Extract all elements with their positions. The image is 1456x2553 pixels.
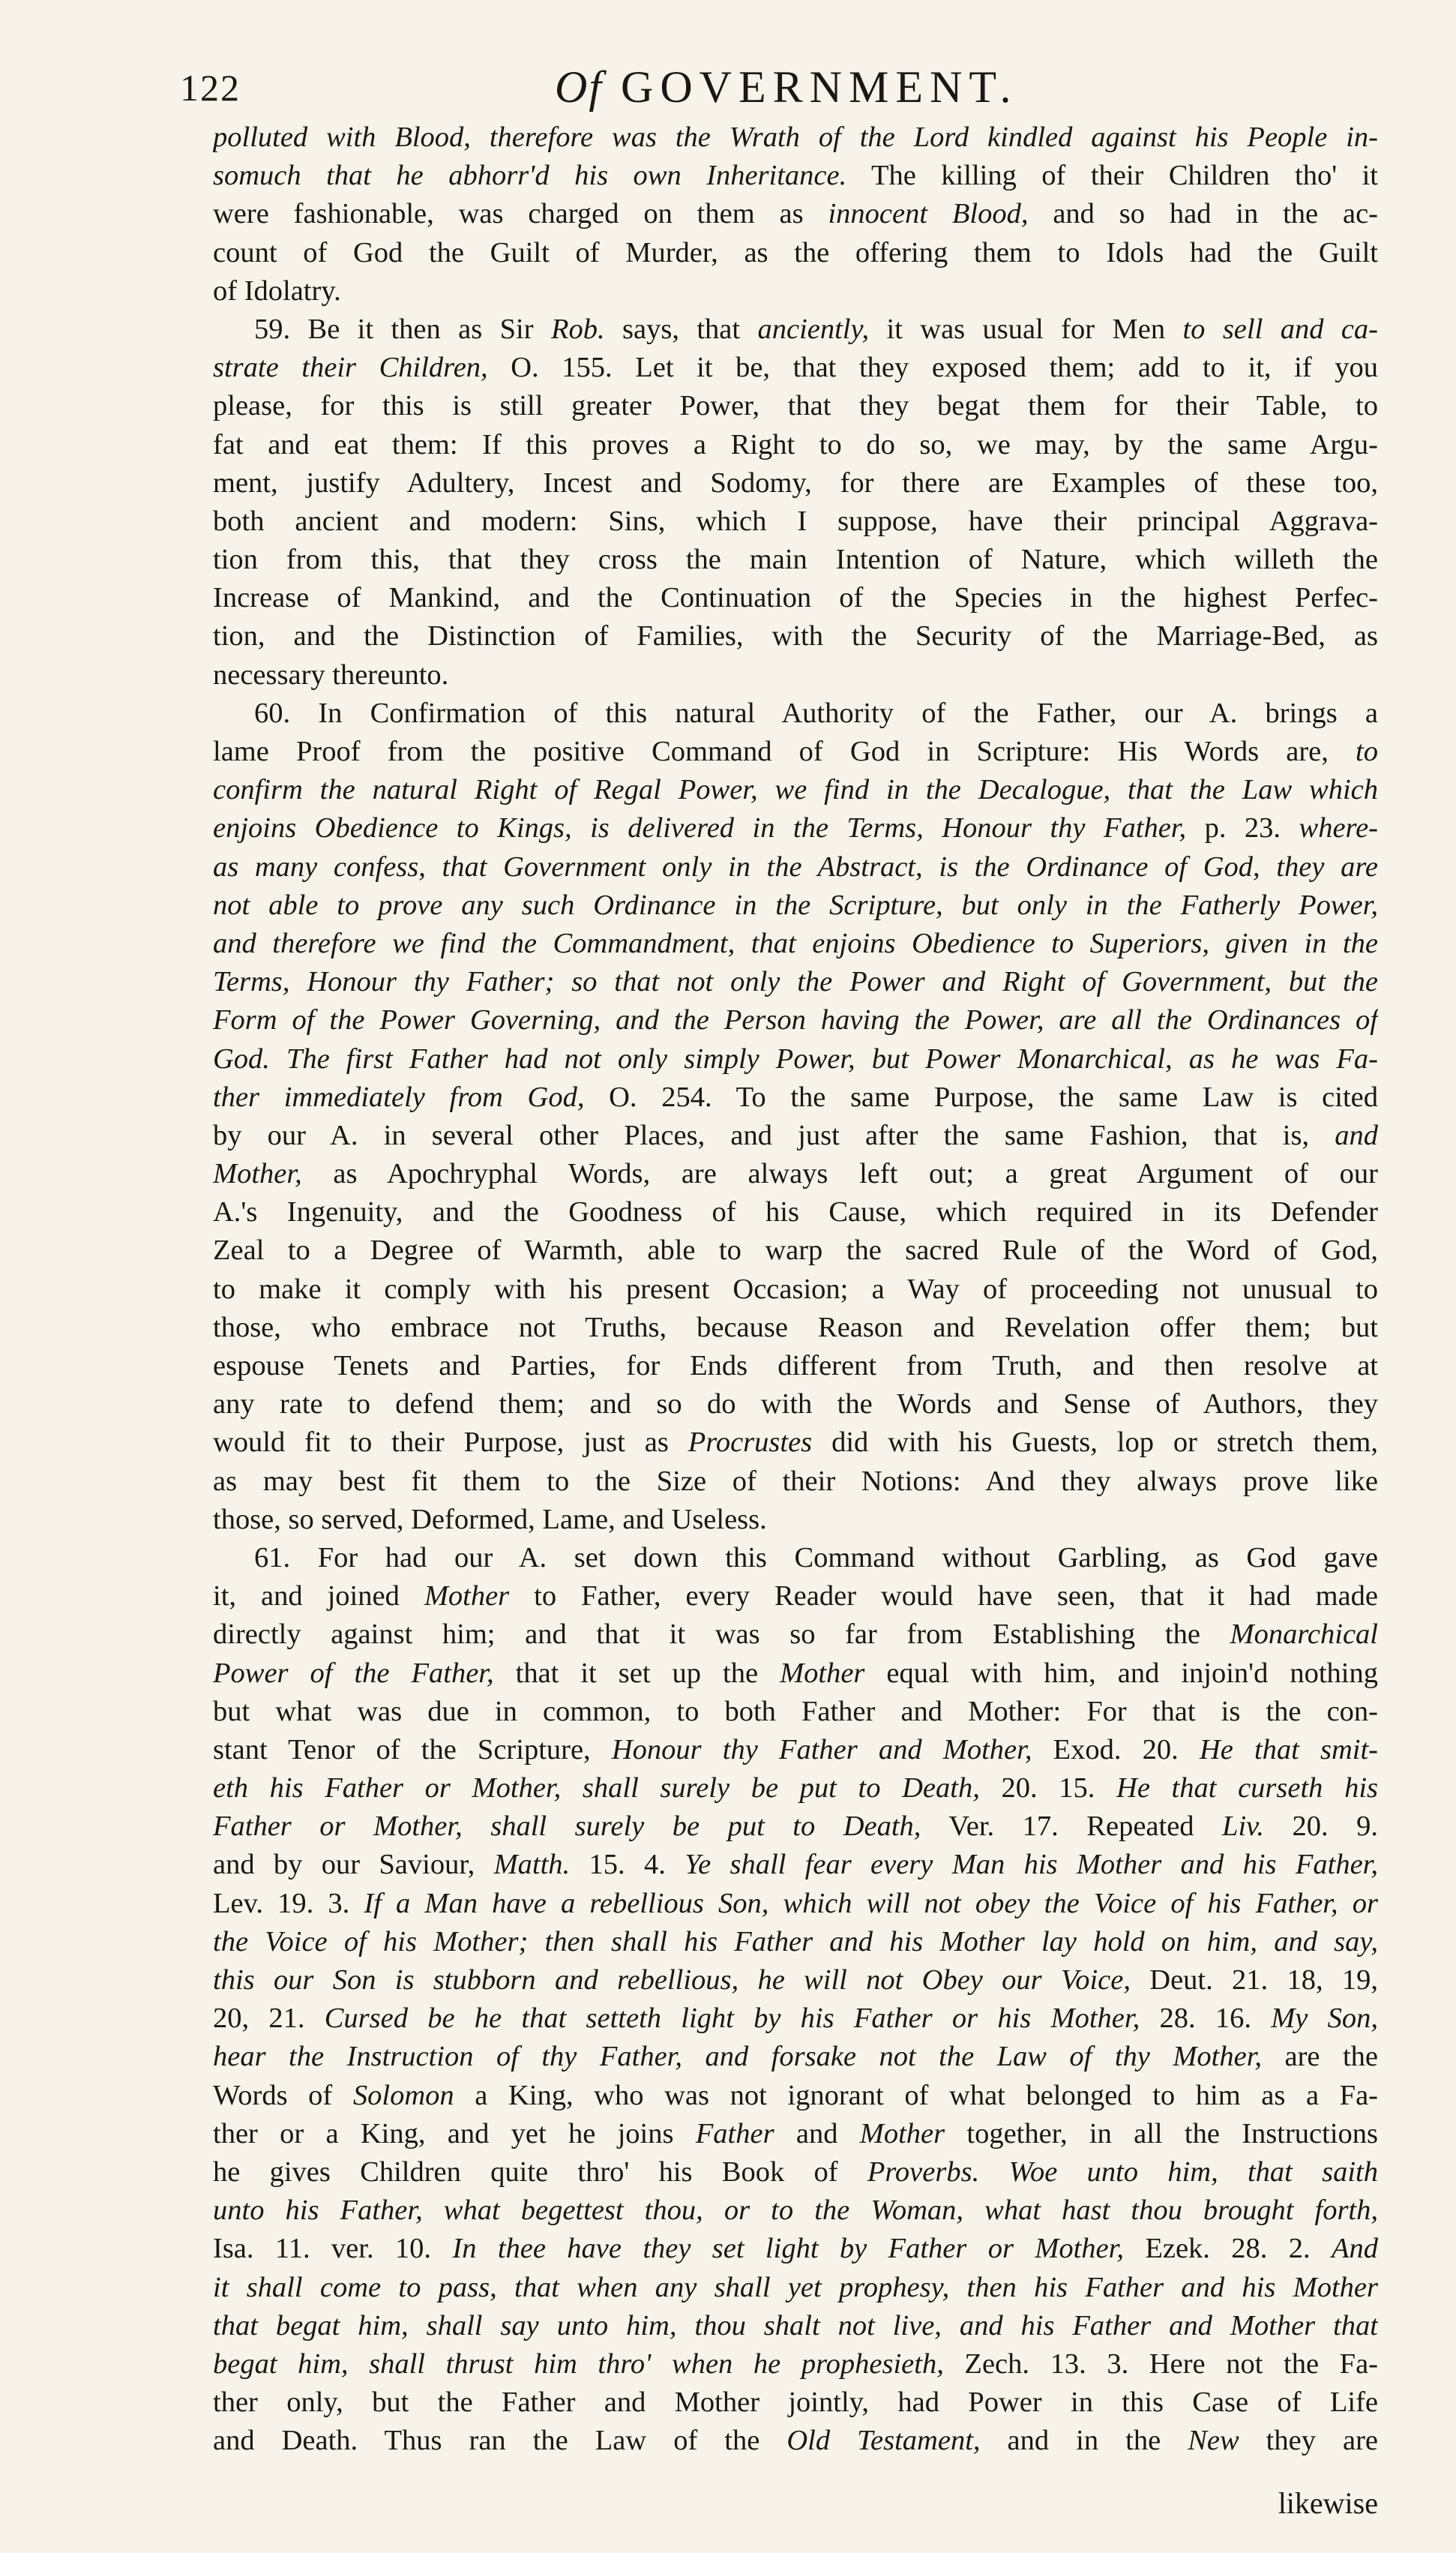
text-line: and by our Saviour, Matth. 15. 4. Ye shall fear every Man his Mother and his Father, — [213, 1849, 1378, 1881]
text-line: tion from this, that they cross the main Intention of Nature, which willeth the — [213, 544, 1378, 576]
text-line: count of God the Guilt of Murder, as the offering them to Idols had the Guilt — [213, 236, 1378, 268]
text-line: Power of the Father, that it set up the Mother equal with him, and injoin'd nothing — [213, 1657, 1378, 1689]
text-line: 20, 21. Cursed be he that setteth light by his Father or his Mother, 28. 16. My Son, — [213, 2002, 1378, 2035]
text-line: 59. Be it then as Sir Rob. says, that anciently, it was usual for Men to sell and ca- — [254, 313, 1378, 345]
text-line: as many confess, that Government only in the Abstract, is the Ordinance of God, they are — [213, 850, 1378, 883]
text-line: enjoins Obedience to Kings, is delivered in the Terms, Honour thy Father, p. 23. where- — [213, 812, 1378, 844]
text-line: tion, and the Distinction of Families, with the Security of the Marriage-Bed, as — [213, 620, 1378, 652]
text-line: unto his Father, what begettest thou, or to the Woman, what hast thou brought forth, — [213, 2194, 1378, 2227]
text-line: directly against him; and that it was so far from Establishing the Monarchical — [213, 1618, 1378, 1651]
text-line: Father or Mother, shall surely be put to Death, Ver. 17. Repeated Liv. 20. 9. — [213, 1810, 1378, 1843]
text-line: somuch that he abhorr'd his own Inheritance. The killing of their Children tho' it — [213, 160, 1378, 192]
text-line: ment, justify Adultery, Incest and Sodomy, for there are Examples of these too, — [213, 466, 1378, 499]
text-line: eth his Father or Mother, shall surely be put to Death, 20. 15. He that curseth his — [213, 1772, 1378, 1804]
page-number: 122 — [180, 67, 241, 109]
text-line: A.'s Ingenuity, and the Goodness of his Cause, which required in its Defender — [213, 1196, 1378, 1228]
text-line: and Death. Thus ran the Law of the Old Testament, and in the New they are — [213, 2425, 1378, 2457]
text-line: as may best fit them to the Size of their Notions: And they always prove like — [213, 1465, 1378, 1497]
text-line: hear the Instruction of thy Father, and forsake not the Law of thy Mother, are the — [213, 2041, 1378, 2073]
running-header — [180, 58, 1380, 111]
text-line: lame Proof from the positive Command of God in Scripture: His Words are, to — [213, 736, 1378, 767]
text-line: God. The first Father had not only simply Power, but Power Monarchical, as he was Fa- — [213, 1042, 1378, 1075]
text-line: but what was due in common, to both Father and Mother: For that is the con- — [213, 1695, 1378, 1727]
text-line: by our A. in several other Places, and just after the same Fashion, that is, and — [213, 1119, 1378, 1151]
text-line: and therefore we find the Commandment, that enjoins Obedience to Superiors, given in the — [213, 927, 1378, 959]
text-line: strate their Children, O. 155. Let it be, that they exposed them; add to it, if you — [213, 352, 1378, 384]
text-line: Words of Solomon a King, who was not ignorant of what belonged to him as a Fa- — [213, 2079, 1378, 2111]
text-line: the Voice of his Mother; then shall his Father and his Mother lay hold on him, and say, — [213, 1925, 1378, 1958]
text-line: not able to prove any such Ordinance in the Scripture, but only in the Fatherly Power, — [213, 889, 1378, 921]
text-line: were fashionable, was charged on them as innocent Blood, and so had in the ac- — [213, 198, 1378, 230]
text-line: begat him, shall thrust him thro' when he prophesieth, Zech. 13. 3. Here not the Fa- — [213, 2348, 1378, 2380]
running-title — [555, 62, 1018, 113]
text-line: Increase of Mankind, and the Continuation of the Species in the highest Perfec- — [213, 582, 1378, 614]
text-line: polluted with Blood, therefore was the Wrath of the Lord kindled against his People in- — [213, 122, 1378, 153]
text-line: 61. For had our A. set down this Command without Garbling, as God gave — [254, 1541, 1378, 1574]
text-line: it shall come to pass, that when any shall yet prophesy, then his Father and his Mother — [213, 2271, 1378, 2303]
text-line: of Idolatry. — [213, 274, 341, 307]
text-line: ther or a King, and yet he joins Father and Mother together, in all the Instructions — [213, 2117, 1378, 2150]
text-line: confirm the natural Right of Regal Power, we find in the Decalogue, that the Law which — [213, 774, 1378, 806]
text-line: please, for this is still greater Power, that they begat them for their Table, to — [213, 390, 1378, 422]
text-line: this our Son is stubborn and rebellious, he will not Obey our Voice, Deut. 21. 18, 19, — [213, 1964, 1378, 1996]
text-line: that begat him, shall say unto him, thou shalt not live, and his Father and Mother that — [213, 2309, 1378, 2342]
text-line: necessary thereunto. — [213, 658, 449, 691]
text-line: would fit to their Purpose, just as Procrustes did with his Guests, lop or stretch them, — [213, 1426, 1378, 1459]
body-text — [213, 118, 1378, 2460]
text-line: those, who embrace not Truths, because Reason and Revelation offer them; but — [213, 1311, 1378, 1343]
text-line: Lev. 19. 3. If a Man have a rebellious Son, which will not obey the Voice of his Father, or — [213, 1887, 1378, 1919]
running-title-main: GOVERNMENT. — [621, 62, 1018, 112]
text-line: Mother, as Apochryphal Words, are always left out; a great Argument of our — [213, 1158, 1378, 1190]
text-line: ther immediately from God, O. 254. To the same Purpose, the same Law is cited — [213, 1081, 1378, 1113]
text-line: espouse Tenets and Parties, for Ends different from Truth, and then resolve at — [213, 1350, 1378, 1382]
text-line: any rate to defend them; and so do with the Words and Sense of Authors, they — [213, 1388, 1378, 1420]
text-line: Form of the Power Governing, and the Person having the Power, are all the Ordinances of — [213, 1004, 1378, 1036]
text-line: both ancient and modern: Sins, which I suppose, have their principal Aggrava- — [213, 505, 1378, 537]
text-line: it, and joined Mother to Father, every Reader would have seen, that it had made — [213, 1580, 1378, 1612]
text-line: 60. In Confirmation of this natural Authority of the Father, our A. brings a — [254, 697, 1378, 729]
text-line: to make it comply with his present Occasion; a Way of proceeding not unusual to — [213, 1273, 1378, 1305]
catchword: likewise — [1278, 2486, 1378, 2520]
text-line: Terms, Honour thy Father; so that not only the Power and Right of Government, but the — [213, 966, 1378, 998]
text-line: fat and eat them: If this proves a Right to do so, we may, by the same Argu- — [213, 428, 1378, 460]
text-line: he gives Children quite thro' his Book of Proverbs. Woe unto him, that saith — [213, 2156, 1378, 2188]
text-line: Zeal to a Degree of Warmth, able to warp the sacred Rule of the Word of God, — [213, 1234, 1378, 1267]
text-line: Isa. 11. ver. 10. In thee have they set light by Father or Mother, Ezek. 28. 2. And — [213, 2233, 1378, 2265]
text-line: stant Tenor of the Scripture, Honour thy Father and Mother, Exod. 20. He that smit- — [213, 1733, 1378, 1766]
running-title-prefix: Of — [555, 62, 603, 112]
text-line: ther only, but the Father and Mother jointly, had Power in this Case of Life — [213, 2386, 1378, 2419]
text-line: those, so served, Deformed, Lame, and Useless. — [213, 1503, 767, 1535]
